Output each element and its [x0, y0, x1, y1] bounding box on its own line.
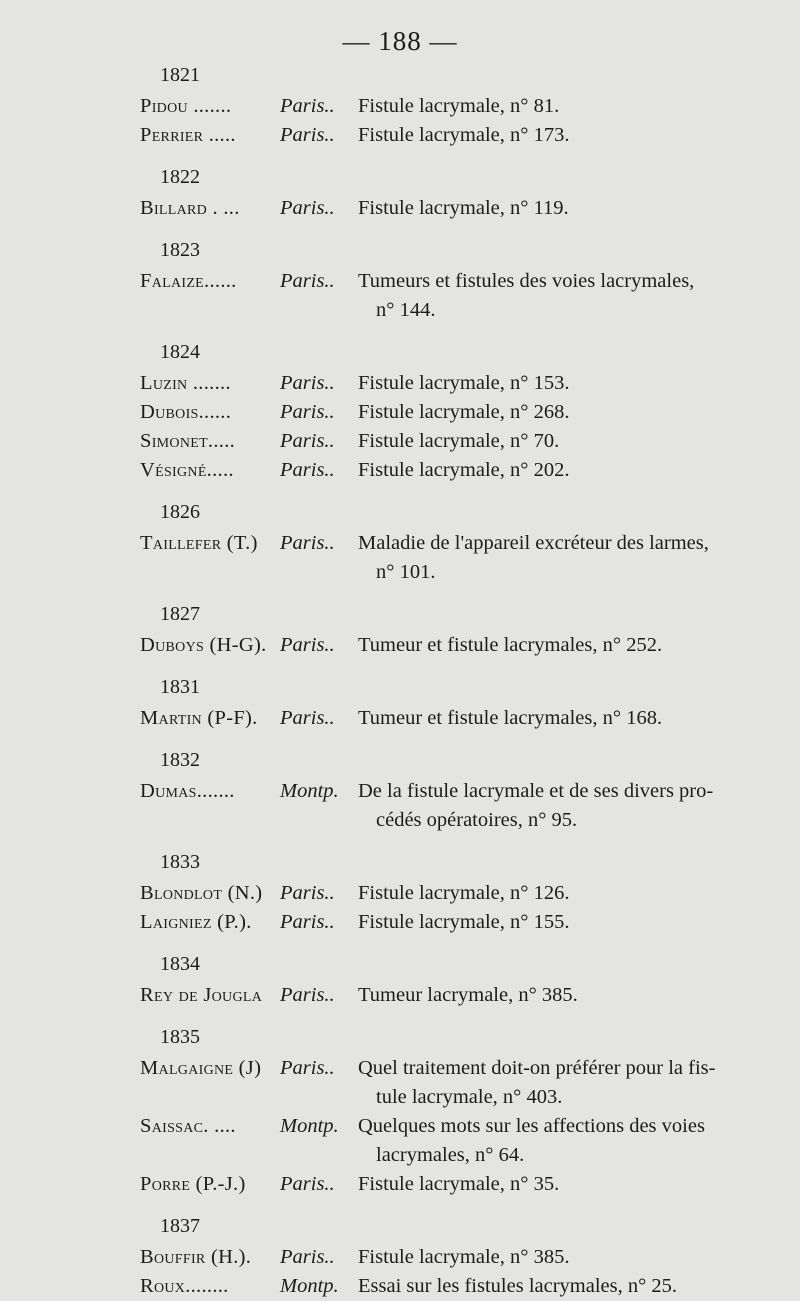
faculty-city: Paris.. [280, 984, 335, 1006]
thesis-title-line: Fistule lacrymale, n° 35. [358, 1173, 560, 1195]
faculty-city: Paris.. [280, 634, 335, 656]
author-name: Saissac. .... [140, 1115, 236, 1137]
faculty-city: Paris.. [280, 532, 335, 554]
thesis-title [358, 777, 773, 835]
author-name: Roux........ [140, 1275, 229, 1297]
thesis-title-continuation: n° 101. [376, 561, 436, 583]
thesis-entry [0, 398, 800, 427]
thesis-entry [0, 529, 800, 587]
thesis-entry [0, 92, 800, 121]
thesis-title [358, 92, 773, 121]
faculty-city: Montp. [280, 1275, 339, 1297]
author-name: Malgaigne (J) [140, 1057, 262, 1079]
author-name: Porre (P.-J.) [140, 1173, 246, 1195]
thesis-title [358, 1170, 773, 1199]
thesis-title-line: Fistule lacrymale, n° 385. [358, 1246, 570, 1268]
thesis-title-line: Fistule lacrymale, n° 173. [358, 124, 570, 146]
faculty-city: Paris.. [280, 372, 335, 394]
author-name: Dubois...... [140, 401, 232, 423]
faculty-city: Paris.. [280, 1173, 335, 1195]
faculty-city: Montp. [280, 780, 339, 802]
thesis-entry [0, 908, 800, 937]
thesis-title-continuation: lacrymales, n° 64. [376, 1144, 525, 1166]
author-name: Rey de Jougla [140, 984, 263, 1006]
thesis-title [358, 981, 773, 1010]
thesis-title-line: Quelques mots sur les affections des voies [358, 1115, 705, 1137]
year-heading: 1834 [160, 953, 200, 975]
year-heading: 1826 [160, 501, 200, 523]
thesis-entry [0, 777, 800, 835]
thesis-title-line: Fistule lacrymale, n° 119. [358, 197, 569, 219]
faculty-city: Paris.. [280, 1246, 335, 1268]
faculty-city: Paris.. [280, 882, 335, 904]
author-name: Perrier ..... [140, 124, 236, 146]
thesis-entry [0, 427, 800, 456]
thesis-title [358, 1272, 773, 1301]
thesis-title-line: Fistule lacrymale, n° 70. [358, 430, 560, 452]
author-name: Blondlot (N.) [140, 882, 263, 904]
faculty-city: Paris.. [280, 401, 335, 423]
thesis-entry [0, 981, 800, 1010]
faculty-city: Paris.. [280, 707, 335, 729]
thesis-title [358, 398, 773, 427]
author-name: Taillefer (T.) [140, 532, 258, 554]
thesis-title [358, 1243, 773, 1272]
author-name: Simonet..... [140, 430, 236, 452]
thesis-entry [0, 879, 800, 908]
year-heading: 1831 [160, 676, 200, 698]
thesis-title [358, 1112, 773, 1170]
thesis-title [358, 456, 773, 485]
thesis-title-continuation: cédés opératoires, n° 95. [376, 809, 578, 831]
page-number: — 188 — [342, 26, 458, 56]
thesis-title-line: Fistule lacrymale, n° 155. [358, 911, 570, 933]
thesis-title-line: Fistule lacrymale, n° 268. [358, 401, 570, 423]
thesis-title-line: Quel traitement doit-on préférer pour la fis- [358, 1057, 716, 1079]
faculty-city: Paris.. [280, 1057, 335, 1079]
thesis-entry [0, 1112, 800, 1170]
thesis-title-line: Fistule lacrymale, n° 202. [358, 459, 570, 481]
year-heading: 1837 [160, 1215, 200, 1237]
faculty-city: Paris.. [280, 124, 335, 146]
author-name: Martin (P-F). [140, 707, 258, 729]
thesis-title [358, 704, 773, 733]
author-name: Dumas....... [140, 780, 235, 802]
thesis-title-line: Fistule lacrymale, n° 153. [358, 372, 570, 394]
author-name: Bouffir (H.). [140, 1246, 252, 1268]
year-heading: 1822 [160, 166, 200, 188]
author-name: Duboys (H-G). [140, 634, 267, 656]
author-name: Billard . ... [140, 197, 240, 219]
year-heading: 1821 [160, 64, 200, 86]
thesis-entry [0, 267, 800, 325]
thesis-list [0, 62, 800, 1301]
year-heading: 1833 [160, 851, 200, 873]
thesis-title-line: Fistule lacrymale, n° 126. [358, 882, 570, 904]
year-heading: 1823 [160, 239, 200, 261]
year-heading: 1824 [160, 341, 200, 363]
thesis-entry [0, 121, 800, 150]
thesis-title-line: Tumeur lacrymale, n° 385. [358, 984, 578, 1006]
thesis-entry [0, 631, 800, 660]
thesis-title [358, 267, 773, 325]
year-heading: 1832 [160, 749, 200, 771]
faculty-city: Paris.. [280, 270, 335, 292]
year-heading: 1835 [160, 1026, 200, 1048]
thesis-title [358, 369, 773, 398]
thesis-entry [0, 369, 800, 398]
thesis-title [358, 1054, 773, 1112]
thesis-title-continuation: n° 144. [376, 299, 436, 321]
author-name: Luzin ....... [140, 372, 231, 394]
thesis-title [358, 631, 773, 660]
thesis-entry [0, 1054, 800, 1112]
faculty-city: Paris.. [280, 430, 335, 452]
author-name: Vésigné..... [140, 459, 234, 481]
thesis-title [358, 908, 773, 937]
thesis-entry [0, 1272, 800, 1301]
thesis-entry [0, 194, 800, 223]
faculty-city: Montp. [280, 1115, 339, 1137]
year-heading: 1827 [160, 603, 200, 625]
thesis-entry [0, 1170, 800, 1199]
faculty-city: Paris.. [280, 459, 335, 481]
thesis-title-line: De la fistule lacrymale et de ses divers pro- [358, 780, 714, 802]
thesis-entry [0, 1243, 800, 1272]
thesis-title-line: Maladie de l'appareil excréteur des larmes, [358, 532, 709, 554]
thesis-entry [0, 456, 800, 485]
faculty-city: Paris.. [280, 197, 335, 219]
thesis-title-line: Essai sur les fistules lacrymales, n° 25. [358, 1275, 678, 1297]
thesis-title [358, 529, 773, 587]
author-name: Pidou ....... [140, 95, 232, 117]
faculty-city: Paris.. [280, 95, 335, 117]
thesis-title-line: Tumeurs et fistules des voies lacrymales, [358, 270, 695, 292]
thesis-entry [0, 704, 800, 733]
thesis-title-continuation: tule lacrymale, n° 403. [376, 1086, 563, 1108]
author-name: Laigniez (P.). [140, 911, 252, 933]
thesis-title [358, 194, 773, 223]
thesis-title-line: Tumeur et fistule lacrymales, n° 168. [358, 707, 663, 729]
author-name: Falaize...... [140, 270, 237, 292]
thesis-title [358, 427, 773, 456]
faculty-city: Paris.. [280, 911, 335, 933]
thesis-title [358, 121, 773, 150]
thesis-title-line: Tumeur et fistule lacrymales, n° 252. [358, 634, 663, 656]
thesis-title [358, 879, 773, 908]
thesis-title-line: Fistule lacrymale, n° 81. [358, 95, 560, 117]
